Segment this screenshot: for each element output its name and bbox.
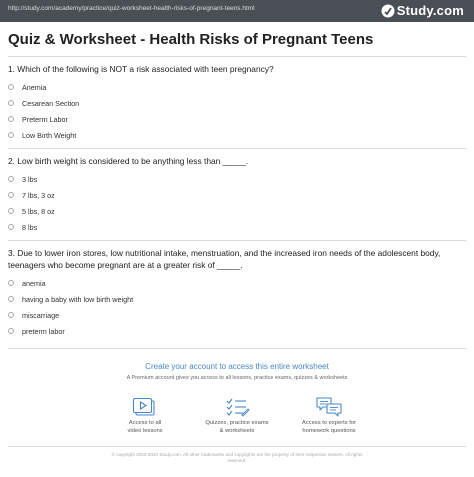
brand-name: Study.com	[396, 3, 464, 18]
q3-option-b[interactable]	[8, 294, 133, 304]
radio-button[interactable]	[8, 224, 14, 230]
question-2: 2. Low birth weight is considered to be anything less than _____.	[8, 156, 249, 166]
brand-logo[interactable]	[381, 3, 464, 18]
q2-option-d[interactable]	[8, 222, 37, 232]
q1-option-a[interactable]	[8, 82, 46, 92]
q1-option-b[interactable]	[8, 98, 79, 108]
feature-experts	[279, 396, 379, 435]
q1-option-d[interactable]	[8, 130, 76, 140]
option-label: Cesarean Section	[22, 98, 80, 108]
feature-label-line1: Access to all	[128, 420, 162, 426]
option-label: Anemia	[22, 82, 47, 92]
radio-button[interactable]	[8, 84, 14, 90]
option-label: 8 lbs	[22, 222, 38, 232]
q3-option-d[interactable]	[8, 326, 65, 336]
title-divider	[8, 56, 466, 57]
copyright-footer	[0, 452, 474, 464]
feature-quizzes	[187, 396, 287, 435]
radio-button[interactable]	[8, 132, 14, 138]
q2-option-c[interactable]	[8, 206, 55, 216]
chat-experts-icon	[315, 396, 343, 418]
question-1: 1. Which of the following is NOT a risk associated with teen pregnancy?	[8, 64, 274, 74]
q2-option-b[interactable]	[8, 190, 55, 200]
radio-button[interactable]	[8, 312, 14, 318]
question-divider	[8, 148, 466, 149]
feature-label-line2: & worksheets	[219, 427, 255, 434]
option-label: miscarriage	[22, 310, 60, 320]
q1-option-c[interactable]	[8, 114, 68, 124]
radio-button[interactable]	[8, 296, 14, 302]
question-3: 3. Due to lower iron stores, low nutritional intake, menstruation, and the increased iron needs of the adolescent body, teenagers who become pregnant are at a greater risk of _____.	[8, 248, 441, 270]
radio-button[interactable]	[8, 192, 14, 198]
option-label: 7 lbs, 3 oz	[22, 190, 55, 200]
copyright-line1: © copyright 2003-2020 Study.com. All other trademarks and copyrights are the property of their respective owners. All rights	[111, 452, 363, 457]
top-bar	[0, 0, 474, 22]
radio-button[interactable]	[8, 280, 14, 286]
radio-button[interactable]	[8, 100, 14, 106]
option-label: Preterm Labor	[22, 114, 68, 124]
radio-button[interactable]	[8, 116, 14, 122]
feature-label-line1: Quizzes, practice exams	[205, 420, 269, 426]
q3-option-c[interactable]	[8, 310, 59, 320]
page-url: http://study.com/academy/practice/quiz-worksheet-health-risks-of-pregnant-teens.html	[8, 5, 255, 12]
option-label: 5 lbs, 8 oz	[22, 206, 55, 216]
video-lesson-icon	[132, 396, 158, 418]
page-title: Quiz & Worksheet - Health Risks of Pregnant Teens	[8, 31, 374, 48]
question-divider	[8, 348, 466, 349]
checklist-icon	[224, 396, 250, 418]
study-logo-icon	[381, 4, 395, 18]
option-label: anemia	[22, 278, 46, 288]
option-label: Low Birth Weight	[22, 130, 77, 140]
option-label: having a baby with low birth weight	[22, 294, 134, 304]
feature-label-line1: Access to experts for	[301, 420, 357, 426]
feature-video-lessons	[95, 396, 195, 435]
radio-button[interactable]	[8, 208, 14, 214]
feature-label-line2: homework questions	[302, 427, 356, 434]
footer-divider	[8, 446, 466, 447]
premium-description: A Premium account gives you access to all lessons, practice exams, quizzes & worksheets	[126, 375, 348, 381]
option-label: preterm labor	[22, 326, 65, 336]
radio-button[interactable]	[8, 176, 14, 182]
feature-label-line2: video lessons	[127, 427, 163, 434]
radio-button[interactable]	[8, 328, 14, 334]
q2-option-a[interactable]	[8, 174, 37, 184]
create-account-link[interactable]: Create your account to access this entire worksheet	[145, 362, 329, 371]
copyright-line2: reserved.	[227, 458, 247, 463]
q3-option-a[interactable]	[8, 278, 46, 288]
option-label: 3 lbs	[22, 174, 38, 184]
question-divider	[8, 240, 466, 241]
